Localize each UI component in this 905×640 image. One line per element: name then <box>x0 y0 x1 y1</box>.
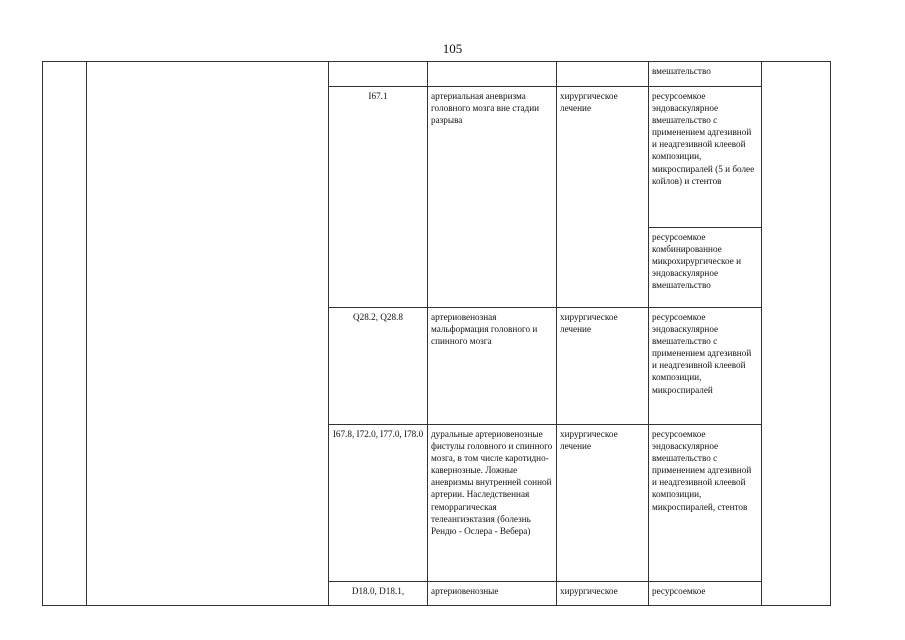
treatment-cell: хирургическое лечение <box>557 425 649 582</box>
diagnosis-code-cell: I67.1 <box>329 87 428 308</box>
diagnosis-code-cell: D18.0, D18.1, <box>329 582 428 606</box>
table-row <box>43 62 831 87</box>
diagnosis-cell: артериовенозная мальформация головного и спинного мозга <box>428 308 557 425</box>
diagnosis-cell: дуральные артериовенозные фистулы головного и спинного мозга, в том числе каротидно-кавернозные. Ложные аневризмы внутренней сонной артерии. Наследственная геморрагическая телеангиэктазия (болезнь Рендю - Ослера - Вебера) <box>428 425 557 582</box>
page-number: 105 <box>442 41 463 56</box>
number-column-cell <box>43 62 87 606</box>
treatment-cell <box>557 62 649 87</box>
diagnosis-code-cell: I67.8, I72.0, I77.0, I78.0 <box>329 425 428 582</box>
norm-column-cell <box>762 62 831 606</box>
treatment-cell: хирургическое <box>557 582 649 606</box>
diagnosis-cell: артериальная аневризма головного мозга вне стадии разрыва <box>428 87 557 308</box>
procedures-table <box>42 61 831 606</box>
diagnosis-code-cell <box>329 62 428 87</box>
diagnosis-cell <box>428 62 557 87</box>
treatment-cell: хирургическое лечение <box>557 308 649 425</box>
method-cell: вмешательство <box>649 62 762 87</box>
method-cell: ресурсоемкое <box>649 582 762 606</box>
method-cell: ресурсоемкое эндоваскулярное вмешательство с применением адгезивной и неадгезивной клеевой композиции, микроспиралей, стентов <box>649 425 762 582</box>
method-cell: ресурсоемкое комбинированное микрохирургическое и эндоваскулярное вмешательство <box>649 228 762 308</box>
method-cell: ресурсоемкое эндоваскулярное вмешательство с применением адгезивной и неадгезивной клеевой композиции, микроспиралей (5 и более койлов) и стентов <box>649 87 762 228</box>
method-cell: ресурсоемкое эндоваскулярное вмешательство с применением адгезивной и неадгезивной клеевой композиции, микроспиралей <box>649 308 762 425</box>
profile-column-cell <box>87 62 329 606</box>
diagnosis-cell: артериовенозные <box>428 582 557 606</box>
treatment-cell: хирургическое лечение <box>557 87 649 308</box>
diagnosis-code-cell: Q28.2, Q28.8 <box>329 308 428 425</box>
